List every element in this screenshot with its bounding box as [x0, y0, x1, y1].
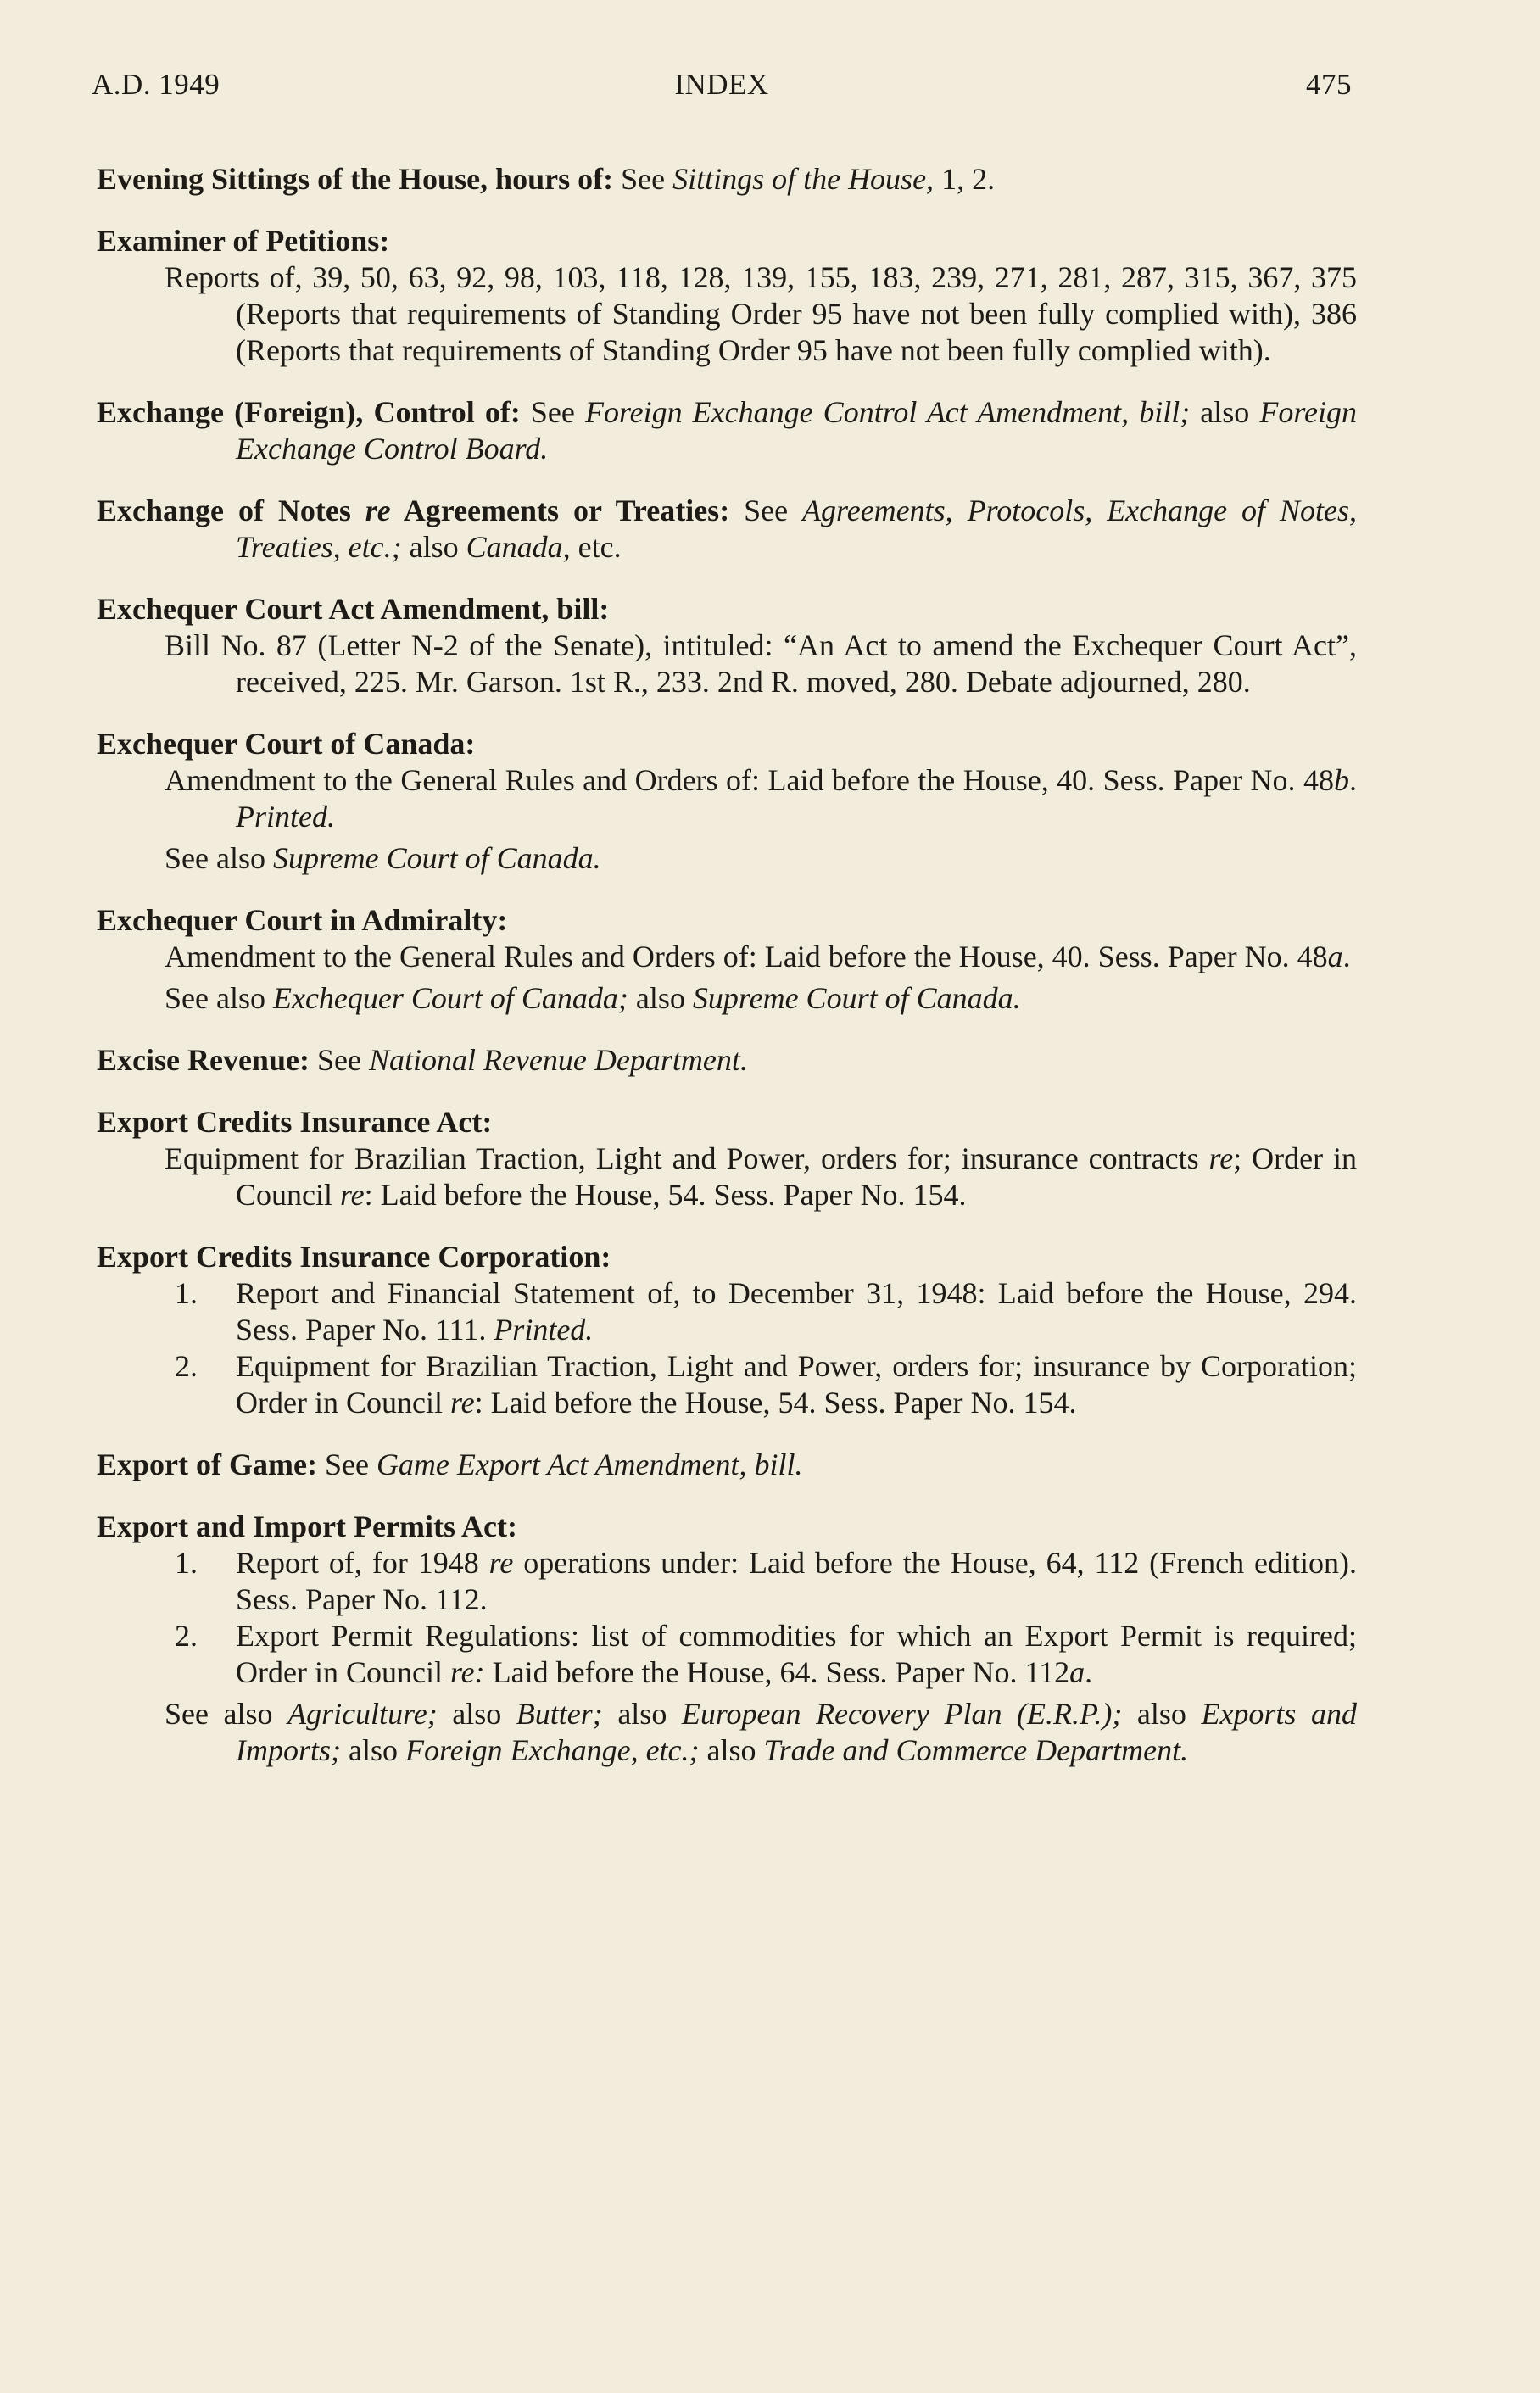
entry-examiner-of-petitions	[97, 223, 1357, 369]
entry-heading-part: Exchange of Notes	[97, 494, 365, 527]
cross-reference: Agreements, Protocols, Exchange of Notes, Treaties, etc.;	[236, 494, 1357, 564]
entry-heading: Exchequer Court Act Amendment, bill:	[97, 592, 610, 626]
entry-heading: Export and Import Permits Act:	[97, 1509, 517, 1543]
text-part: Amendment to the General Rules and Orders of: Laid before the House, 40. Sess. Paper No. 48	[165, 763, 1334, 797]
entry-evening-sittings	[97, 161, 1357, 198]
cross-reference: Foreign Exchange Control Act Amendment, bill;	[584, 395, 1191, 429]
see-also-line	[97, 840, 1357, 877]
entry-text	[97, 762, 1357, 835]
see-also-line	[97, 1696, 1357, 1769]
item-number: 2.	[175, 1349, 198, 1383]
see-word: See	[729, 494, 803, 527]
cross-reference: Foreign Exchange, etc.;	[405, 1733, 700, 1767]
entry-heading: Exchequer Court in Admiralty:	[97, 903, 508, 937]
see-word: See	[520, 395, 585, 429]
text-part: : Laid before the House, 54. Sess. Paper No. 154.	[474, 1386, 1077, 1420]
entry-heading: Export of Game:	[97, 1448, 317, 1481]
also-word: also	[602, 1697, 682, 1731]
paper-suffix: a	[1327, 940, 1343, 973]
item-number: 1.	[175, 1276, 198, 1310]
entry-heading: Export Credits Insurance Corporation:	[97, 1240, 611, 1274]
entry-exchequer-court-of-canada	[97, 726, 1357, 877]
see-also-word: See also	[165, 981, 273, 1015]
see-word: See	[309, 1043, 369, 1077]
text-part: .	[1085, 1655, 1093, 1689]
header-title: INDEX	[674, 68, 769, 101]
cross-reference: Foreign Exchange Control Board.	[236, 395, 1357, 466]
see-word: See	[316, 1448, 377, 1481]
also-word: also	[628, 981, 693, 1015]
also-word: also	[699, 1733, 764, 1767]
cross-reference: National Revenue Department.	[368, 1043, 748, 1077]
entry-heading: Examiner of Petitions:	[97, 224, 390, 258]
text-part: Report of, for 1948	[236, 1546, 489, 1580]
printed-note: Printed.	[494, 1313, 594, 1347]
entry-text: Bill No. 87 (Letter N-2 of the Senate), intituled: “An Act to amend the Exchequer Court Act”, received, 225. Mr. Garson. 1st R., 233. 2nd R. moved, 280. Debate adjourned, 280.	[165, 628, 1357, 699]
entry-exchequer-court-admiralty	[97, 902, 1357, 1017]
cross-reference: Exchequer Court of Canada;	[272, 981, 628, 1015]
running-head	[92, 68, 1352, 110]
paper-suffix: a	[1069, 1655, 1085, 1689]
cross-reference: Supreme Court of Canada.	[692, 981, 1021, 1015]
header-page-number: 475	[1306, 68, 1352, 101]
entry-export-import-permits-act	[97, 1509, 1357, 1769]
list-item	[97, 1348, 1357, 1421]
entry-tail: etc.	[570, 530, 622, 564]
paper-suffix: b	[1334, 763, 1349, 797]
cross-reference: Game Export Act Amendment, bill.	[376, 1448, 803, 1481]
see-also-word: See also	[165, 1697, 288, 1731]
text-part: Equipment for Brazilian Traction, Light and Power, orders for; insurance by Corporation; Order in Council	[236, 1349, 1357, 1420]
cross-reference: Agriculture;	[287, 1697, 438, 1731]
header-year: A.D. 1949	[92, 68, 220, 101]
numbered-list	[97, 1275, 1357, 1421]
also-word: also	[341, 1733, 405, 1767]
cross-reference: Butter;	[516, 1697, 603, 1731]
also-word: also	[437, 1697, 516, 1731]
text-part: ; Order in Council	[236, 1141, 1357, 1212]
entry-heading: Export Credits Insurance Act:	[97, 1105, 493, 1139]
entry-heading: Exchequer Court of Canada:	[97, 727, 476, 761]
numbered-list	[97, 1545, 1357, 1691]
re-word: re	[449, 1386, 475, 1420]
entry-excise-revenue	[97, 1042, 1357, 1079]
cross-reference: Supreme Court of Canada.	[272, 841, 601, 875]
entry-export-credits-insurance-act	[97, 1104, 1357, 1213]
text-part: Laid before the House, 64. Sess. Paper No. 112	[484, 1655, 1070, 1689]
text-part: Report and Financial Statement of, to December 31, 1948: Laid before the House, 294. Sess. Paper No. 111.	[236, 1276, 1357, 1347]
see-also-word: See also	[165, 841, 273, 875]
list-item	[97, 1618, 1357, 1691]
printed-note: Printed.	[236, 800, 335, 834]
text-part: Export Permit Regulations: list of commodities for which an Export Permit is required; Order in Council	[236, 1619, 1357, 1689]
entry-heading: Evening Sittings of the House, hours of:	[97, 162, 614, 196]
item-number: 1.	[175, 1546, 198, 1580]
cross-reference: European Recovery Plan (E.R.P.);	[681, 1697, 1123, 1731]
text-part: operations under: Laid before the House, 64, 112 (French edition). Sess. Paper No. 112.	[236, 1546, 1358, 1616]
text-part: .	[1349, 763, 1357, 797]
text-part: Equipment for Brazilian Traction, Light and Power, orders for; insurance contracts	[165, 1141, 1209, 1175]
re-word: re	[488, 1546, 514, 1580]
index-content	[97, 161, 1357, 1794]
entry-text: Reports of, 39, 50, 63, 92, 98, 103, 118, 128, 139, 155, 183, 239, 271, 281, 287, 315, 367, 375 (Reports that requirements of Standing Order 95 have not been fully complied with), 386 (Reports that requirements of Standing Order 95 have not been fully complied with).	[165, 260, 1357, 367]
entry-exchange-of-notes	[97, 493, 1357, 566]
reference-numbers: 1, 2.	[934, 162, 996, 196]
entry-heading: Exchange (Foreign), Control of:	[97, 395, 521, 429]
entry-exchequer-court-act	[97, 591, 1357, 700]
re-word: re	[1208, 1141, 1234, 1175]
text-part: .	[1342, 940, 1351, 973]
see-also-line	[97, 980, 1357, 1017]
re-word: re:	[449, 1655, 485, 1689]
list-item	[97, 1545, 1357, 1618]
entry-export-credits-insurance-corporation	[97, 1239, 1357, 1421]
see-word: See	[613, 162, 673, 196]
entry-export-of-game	[97, 1447, 1357, 1483]
cross-reference: Exports and Imports;	[236, 1697, 1357, 1767]
entry-exchange-foreign	[97, 394, 1357, 467]
text-part: : Laid before the House, 54. Sess. Paper No. 154.	[364, 1178, 967, 1212]
list-item	[97, 1275, 1357, 1348]
also-word: also	[1122, 1697, 1202, 1731]
cross-reference: Trade and Commerce Department.	[763, 1733, 1189, 1767]
item-number: 2.	[175, 1619, 198, 1653]
entry-text	[97, 939, 1357, 975]
text-part: Amendment to the General Rules and Orders of: Laid before the House, 40. Sess. Paper No. 48	[165, 940, 1328, 973]
entry-heading: Excise Revenue:	[97, 1043, 310, 1077]
entry-heading-re: re	[365, 494, 391, 527]
cross-reference: Canada,	[466, 530, 571, 564]
also-word: also	[401, 530, 466, 564]
entry-text	[97, 1141, 1357, 1213]
re-word: re	[340, 1178, 365, 1212]
also-word: also	[1190, 395, 1260, 429]
cross-reference: Sittings of the House,	[672, 162, 935, 196]
entry-heading-part: Agreements or Treaties:	[390, 494, 730, 527]
